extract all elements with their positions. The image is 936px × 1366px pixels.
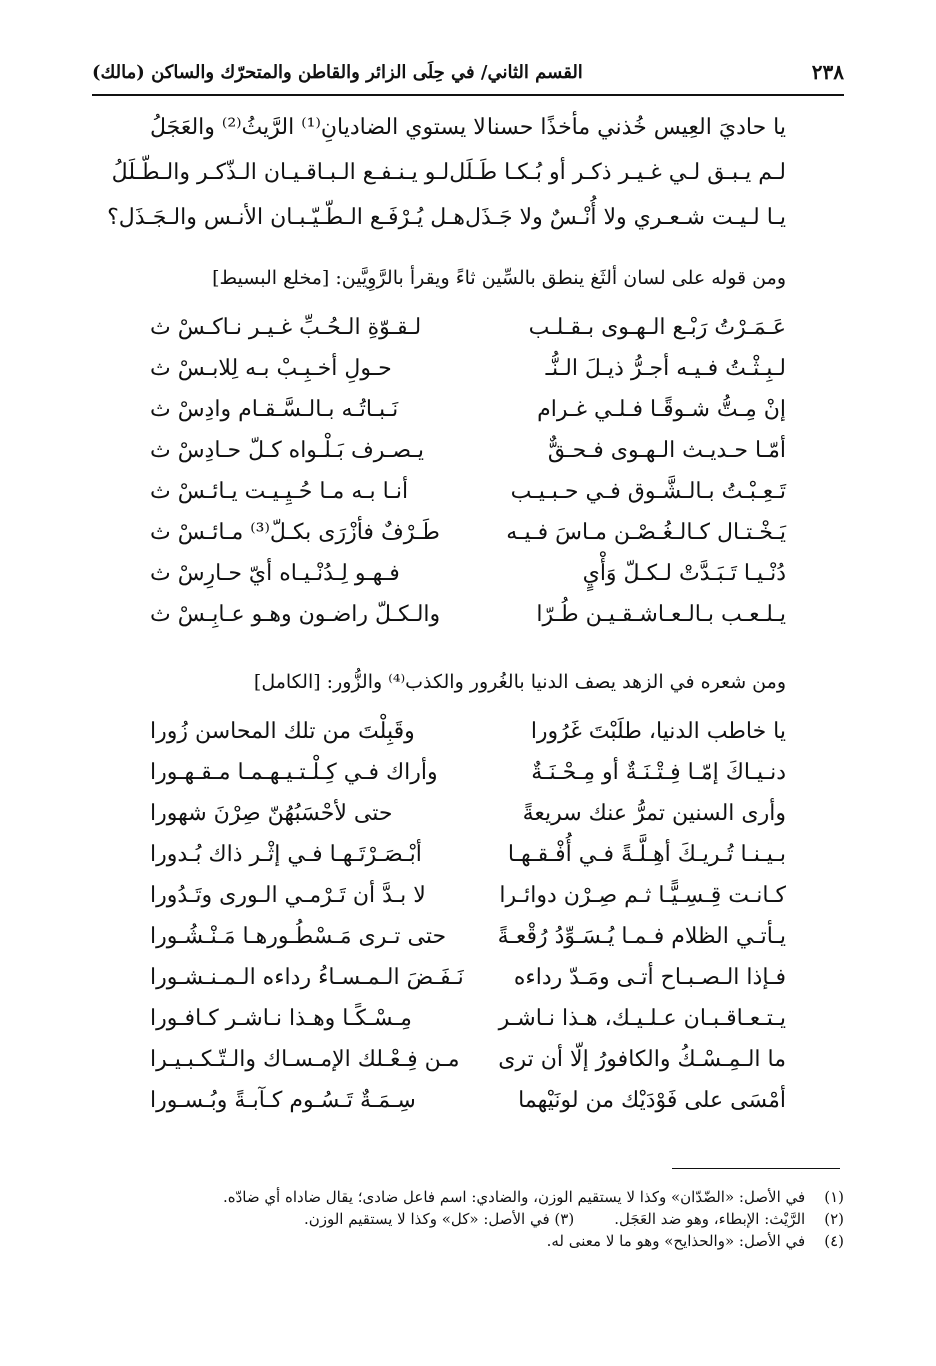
verse — [150, 357, 786, 381]
hemistich-second: لـو يـنـفـع الـبـاقـيـان الـذّكـر والـطّـلَلُ — [111, 160, 450, 185]
footnote-rule — [672, 1168, 840, 1169]
hemistich-second: لا يستوي الضاديانِ⁽¹⁾ الرَّيثُ⁽²⁾ والعَجَلُ — [150, 115, 486, 140]
hemistich-second: طَـرْفٌ فأزْرَى بكـلّ⁽³⁾ مـائـسْ ث — [150, 520, 440, 545]
verse — [150, 603, 786, 627]
hemistich-first: وأرى السنين تمرُّ عنك سريعةً — [522, 801, 786, 826]
intro-paragraph: ومن قوله على لسان ألثَغ ينطق بالسِّين ثاءً ويقرأ بالرَّوِيَّين: [مخلع البسيط] — [212, 267, 786, 289]
hemistich-first: فـإذا الـصـبـاح أتـى ومَـدّ رداءه — [513, 965, 786, 990]
hemistich-first: يـلـعـب بـالـعـاشـقـيـن طُـرّا — [536, 602, 786, 627]
hemistich-first: لـبِـثْـتُ فـيـه أجـرُّ ذيـلَ الـنُّـ — [545, 356, 786, 381]
hemistich-first: أمْسَى على فَوْدَيْك من لونَيْهما — [518, 1088, 786, 1113]
hemistich-first: لـم يـبـق لـي غـيـر ذكـر أو بُـكـا طَـلَل — [449, 160, 786, 185]
hemistich-first: عَـمَـرْتُ رَبْـع الـهـوى بـقـلـب — [528, 315, 786, 340]
footnote-number: (١) — [824, 1188, 844, 1206]
poem-3 — [150, 720, 786, 1113]
footnote-2 — [614, 1208, 844, 1230]
page-number: ٢٣٨ — [811, 60, 844, 84]
hemistich-first: يا حاديَ العِيس خُذني مأخذًا حسنا — [486, 115, 786, 140]
hemistich-second: حتى تـرى مَـسْطُـورهـا مَـنْـشُـورا — [150, 924, 447, 949]
hemistich-second: وأراك فـي كِـلْـتـيـهـمـا مـقـهـورا — [150, 760, 438, 785]
hemistich-first: كـانـت قِـسِـيًّـا ثـم صِـرْن دوائـرا — [499, 883, 786, 908]
footnote-number: (٣) — [554, 1210, 575, 1228]
hemistich-second: لا بـدَّ أن تَـرْمـي الـورى وتَـدُورا — [150, 883, 426, 908]
footnote-number: (٤) — [824, 1232, 844, 1250]
verse — [150, 884, 786, 908]
hemistich-first: يـأتـي الظلام فـمـا يُـسَـوِّدُ رُقْعـةً — [497, 924, 786, 949]
hemistich-first: إنْ مِـتُّ شـوقًـا فـلـي غـرام — [537, 397, 786, 422]
intro-paragraph: ومن شعره في الزهد يصف الدنيا بالغُرور والكذب⁽⁴⁾ والزُّور: [الكامل] — [253, 671, 786, 693]
footnote-row — [92, 1208, 844, 1230]
footnote-text: في الأصل: «والحذايح» وهو ما لا معنى له. — [546, 1232, 806, 1250]
hemistich-first: يا خاطب الدنيا، طلَبْتَ غَرُورا — [530, 719, 786, 744]
verse — [150, 1089, 786, 1113]
verse — [111, 160, 786, 185]
hemistich-second: مـن فِـعْـلك الإمـسـاك والـتّـكـبـيـرا — [150, 1047, 460, 1072]
verse — [150, 439, 786, 463]
footnote-3 — [304, 1208, 574, 1230]
hemistich-second: يـصـرف بَـلْـواه كـلّ حـادِسْ ث — [150, 438, 425, 463]
verse — [150, 116, 786, 140]
verse — [150, 521, 786, 545]
verse — [150, 720, 786, 744]
hemistich-first: بـيـنـا تُـريـكَ أهِـلَّـةً فـي أُفْـقـهـا — [507, 842, 786, 867]
verse — [150, 1007, 786, 1031]
verse — [150, 316, 786, 340]
hemistich-second: مِـسْـكًـا وهـذا نـاشـر كـافـورا — [150, 1006, 412, 1031]
hemistich-second: هـل يُـرْفَـع الـطّـيّـبـان الأنـس والـجَـذَل؟ — [107, 205, 465, 230]
footnote-1 — [92, 1186, 844, 1208]
hemistich-first: يـتـعـاقـبـان عـلـيـك، هـذا نـاشـر — [498, 1006, 786, 1031]
hemistich-second: نَـبـاتُـه بـالـسَّـقـام وادِسْ ث — [150, 397, 399, 422]
verse — [150, 1048, 786, 1072]
hemistich-second: لـقـوّةِ الـحُـبِّ غـيـر نـاكـسْ ث — [150, 315, 422, 340]
verse — [150, 843, 786, 867]
hemistich-second: نَـفَـضَ الـمـسـاءُ رداءه الـمـنـشـورا — [150, 965, 464, 990]
hemistich-first: يَـخْـتـال كـالـغُـصْـن مـاسَ فـيـه — [506, 520, 786, 545]
verse — [150, 398, 786, 422]
hemistich-second: أبْـصَـرْتَـهـا فـي إثْـر ذاك بُـدورا — [150, 842, 422, 867]
footnote-number: (٢) — [824, 1210, 844, 1228]
verse — [150, 562, 786, 586]
hemistich-second: حتى لأحْسَبُهُنّ صِرْنَ شهورا — [150, 801, 393, 826]
footnote-4 — [92, 1230, 844, 1252]
hemistich-first: دنـيـاكَ إمّـا فِـتْـنَـةٌ أو مِـحْـنَـةٌ — [531, 760, 786, 785]
hemistich-second: فـهـو لِـدُنْـيـاه أيّ حـارِسْ ث — [150, 561, 400, 586]
header-rule — [92, 94, 844, 96]
poem-2 — [150, 316, 786, 627]
footnote-text: الرَّيْث: الإبطاء، وهو ضد العَجَل. — [614, 1210, 806, 1228]
footnote-text: في الأصل: «كل» وكذا لا يستقيم الوزن. — [303, 1210, 550, 1228]
verse — [150, 966, 786, 990]
hemistich-first: ما الـمِـسْـكُ والكافورُ إلّا أن ترى — [498, 1047, 786, 1072]
verse — [150, 802, 786, 826]
hemistich-second: حـولِ أخـبِـبْ بـه لِلابـسْ ث — [150, 356, 392, 381]
verse — [150, 925, 786, 949]
hemistich-second: سِـمَـةٌ تَـسُـوم كـآبـةً وبُـسـورا — [150, 1088, 416, 1113]
verse — [150, 480, 786, 504]
hemistich-first: دُنْـيـا تَـبَـدَّتْ لـكـلّ وَأْيٍ — [582, 561, 786, 586]
page-header — [92, 52, 844, 92]
hemistich-second: وقَبِلْتَ من تلك المحاسن زُورا — [150, 719, 415, 744]
hemistich-first: أمّـا حـديـث الـهـوى فـحـقٌّ — [547, 438, 786, 463]
verse — [150, 761, 786, 785]
hemistich-second: أنـا بـه مـا حُـيِـيـت يـائـسْ ث — [150, 479, 409, 504]
hemistich-first: تَـعِـبْـتُ بـالـشَّـوق فـي حـبـيـب — [510, 479, 786, 504]
hemistich-first: يـا لـيـت شـعـري ولا أُنْـسٌ ولا جَـذَل — [464, 205, 786, 230]
verse — [107, 205, 786, 230]
hemistich-second: والـكـلّ راضـون وهـو عـابِـسْ ث — [150, 602, 441, 627]
poem-1 — [107, 115, 786, 230]
footnotes — [92, 1186, 844, 1252]
footnote-text: في الأصل: «الضّدّان» وكذا لا يستقيم الوزن، والضادي: اسم فاعل ضادى؛ يقال ضاداه أي ضادّه. — [222, 1188, 806, 1206]
running-title: القسم الثاني/ في حِلَى الزائر والقاطن والمتحرّك والساكن (مالك) — [92, 61, 583, 83]
